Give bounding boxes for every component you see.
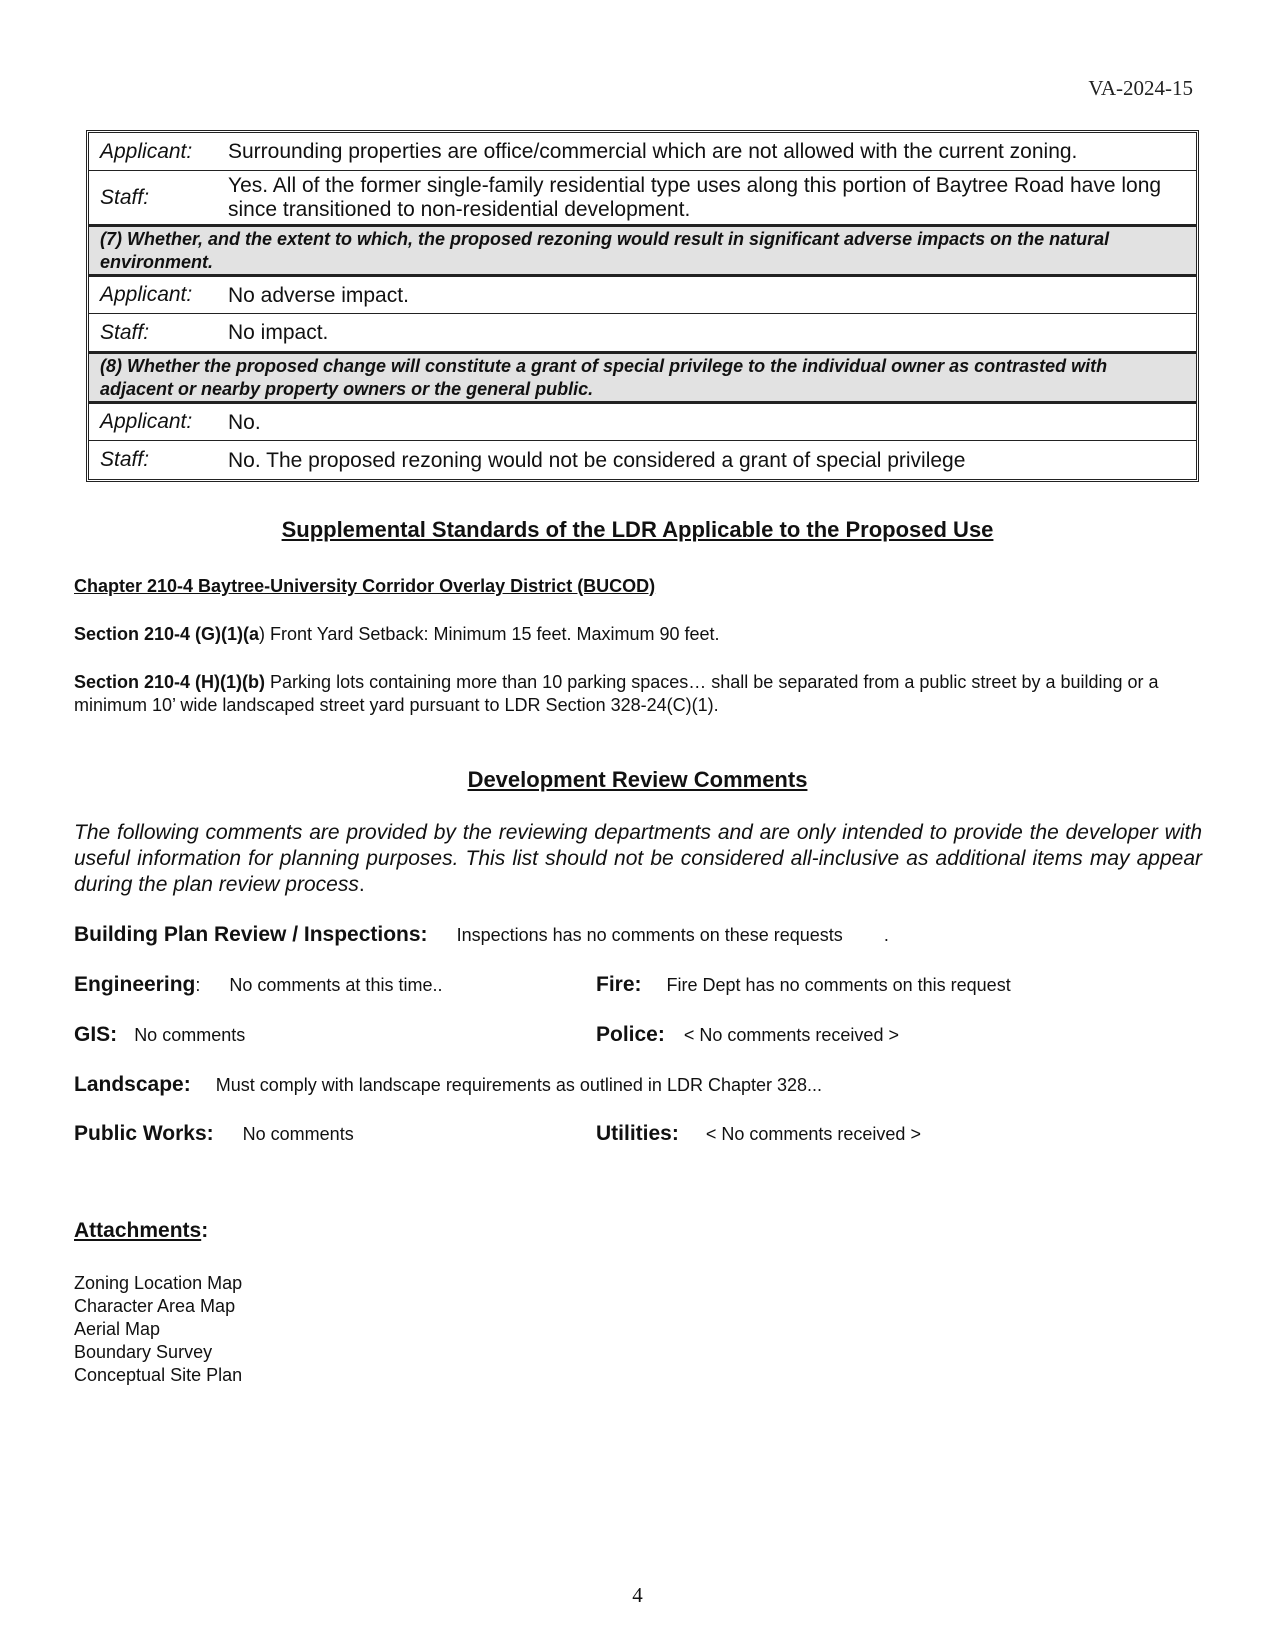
- table-row: [89, 441, 1196, 479]
- list-item: Conceptual Site Plan: [74, 1365, 243, 1385]
- section-label: Section 210-4 (H)(1)(b): [74, 672, 266, 692]
- row-response: No impact.: [228, 321, 329, 344]
- comment-label: Building Plan Review / Inspections:: [74, 923, 428, 946]
- comment-public-works: [74, 1122, 354, 1146]
- section-text: Parking lots containing more than 10 parking spaces… shall be separated from a public street by a building or a minimum 10’ wide landscaped street yard pursuant to LDR Section 328-24(C)(1).: [74, 672, 1159, 715]
- comment-label: Public Works:: [74, 1122, 214, 1145]
- comment-text: No comments: [134, 1025, 246, 1045]
- list-item: Boundary Survey: [74, 1342, 213, 1362]
- row-response: Yes. All of the former single-family residential type uses along this portion of Baytree Road have long since transitioned to non-residential development.: [228, 173, 1162, 221]
- comment-building: [74, 923, 889, 947]
- row-role: Applicant:: [100, 139, 193, 163]
- section-parking: [74, 671, 1202, 717]
- comment-text: < No comments received >: [705, 1124, 921, 1144]
- comment-text: Must comply with landscape requirements as outlined in LDR Chapter 328...: [215, 1075, 823, 1095]
- comment-text: No comments: [242, 1124, 354, 1144]
- comment-label: Fire:: [596, 973, 642, 996]
- chapter-heading: Chapter 210-4 Baytree-University Corridor Overlay District (BUCOD): [74, 576, 656, 596]
- comment-gis: [74, 1023, 245, 1047]
- intro-period: .: [358, 873, 365, 896]
- comment-label: Engineering: [74, 973, 196, 996]
- list-item: Aerial Map: [74, 1319, 161, 1339]
- intro-text: The following comments are provided by the reviewing departments and are only intended to provide the developer with useful information for planning purposes. This list should not be considered all-inclusive as additional items may appear during the plan review process: [74, 821, 1202, 896]
- row-role: Applicant:: [100, 410, 193, 433]
- table-row: [89, 314, 1196, 352]
- review-intro: [74, 820, 1202, 898]
- row-role: Staff:: [100, 448, 150, 471]
- table-row: [89, 403, 1196, 441]
- attachments-title: Attachments: [74, 1219, 202, 1242]
- list-item: Character Area Map: [74, 1296, 236, 1316]
- section-text: ) Front Yard Setback: Minimum 15 feet. Maximum 90 feet.: [259, 624, 720, 644]
- review-heading: Development Review Comments: [467, 767, 808, 792]
- table-row: [89, 276, 1196, 314]
- comment-text: Inspections has no comments on these requests: [456, 925, 843, 945]
- comment-landscape: [74, 1073, 822, 1097]
- comment-fire: [596, 973, 1011, 997]
- table-row: [89, 171, 1196, 225]
- comment-label: Police:: [596, 1023, 665, 1046]
- row-response: No.: [228, 410, 261, 434]
- criterion-row: (7) Whether, and the extent to which, the proposed rezoning would result in significant adverse impacts on the natural environment.: [89, 225, 1196, 276]
- comment-text: No comments at this time..: [229, 975, 443, 995]
- comment-label: GIS:: [74, 1023, 118, 1046]
- comment-police: [596, 1023, 899, 1047]
- page-number: 4: [632, 1583, 643, 1607]
- row-role: Staff:: [100, 320, 150, 344]
- comment-label: Utilities:: [596, 1122, 679, 1145]
- row-response: No. The proposed rezoning would not be considered a grant of special privilege: [228, 448, 966, 472]
- review-criteria-table: [86, 130, 1199, 482]
- table-row: [89, 133, 1196, 171]
- document-id: VA-2024-15: [1088, 76, 1193, 100]
- row-response: Surrounding properties are office/commercial which are not allowed with the current zoning.: [228, 140, 1078, 163]
- comment-trailing-dot: .: [883, 925, 889, 945]
- row-response: No adverse impact.: [228, 283, 409, 307]
- row-role: Staff:: [100, 185, 150, 209]
- comment-utilities: [596, 1122, 921, 1146]
- list-item: Zoning Location Map: [74, 1273, 243, 1293]
- supplemental-heading: Supplemental Standards of the LDR Applicable to the Proposed Use: [281, 517, 994, 542]
- attachments-heading: [74, 1219, 208, 1243]
- comment-colon: :: [195, 975, 201, 995]
- row-role: Applicant:: [100, 283, 193, 306]
- section-label: Section 210-4 (G)(1)(a: [74, 624, 260, 644]
- comment-text: < No comments received >: [683, 1025, 899, 1045]
- criterion-row: (8) Whether the proposed change will constitute a grant of special privilege to the individual owner as contrasted with adjacent or nearby property owners or the general public.: [89, 352, 1196, 403]
- attachments-colon: :: [201, 1219, 209, 1242]
- comment-engineering: [74, 973, 442, 997]
- comment-text: Fire Dept has no comments on this request: [666, 975, 1011, 995]
- attachments-list: [74, 1272, 242, 1387]
- comment-label: Landscape:: [74, 1073, 191, 1096]
- section-setback: [74, 623, 1202, 646]
